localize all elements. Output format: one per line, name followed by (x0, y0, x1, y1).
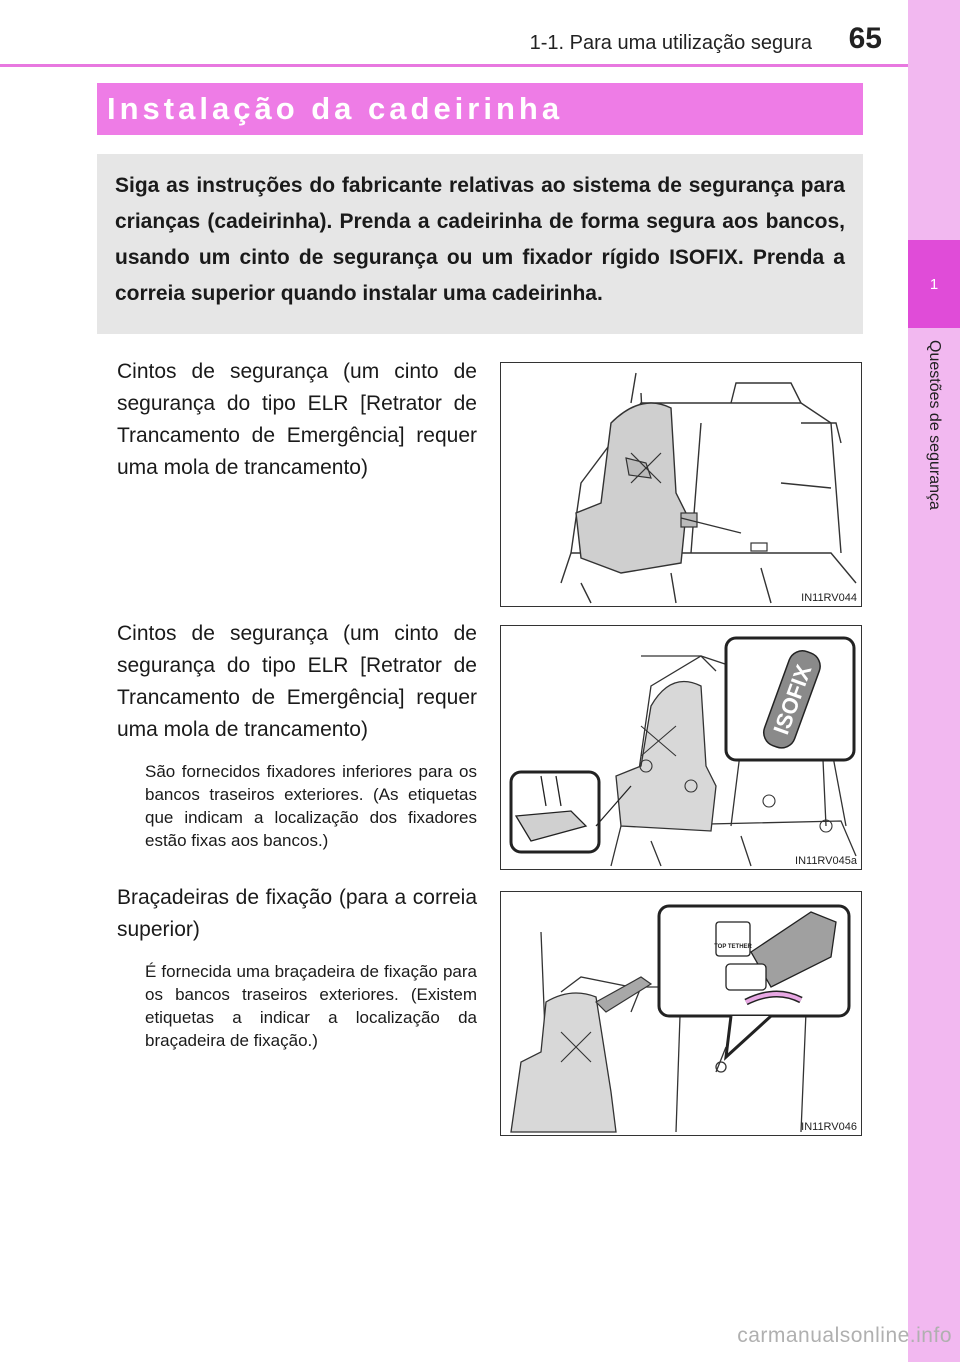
figure-code: IN11RV046 (801, 1121, 857, 1133)
intro-box (97, 154, 863, 334)
isofix-label: ISOFIX (768, 661, 817, 738)
running-head: 1-1. Para uma utilização segura (529, 32, 812, 54)
chapter-tab-number: 1 (908, 240, 960, 328)
chapter-tab (908, 0, 960, 1362)
chapter-tab-label: Questões de segurança (926, 340, 943, 510)
section-title-bar (97, 83, 863, 135)
item-title: Braçadeiras de fixação (para a correia superior) (117, 886, 477, 941)
item-isofix (117, 618, 477, 852)
figure-seat-belt (500, 362, 862, 607)
figure-tether (500, 891, 862, 1136)
section-title: Instalação da cadeirinha (107, 91, 564, 126)
item-tether (117, 882, 477, 1052)
page-number: 65 (848, 22, 882, 55)
header-divider (0, 64, 908, 67)
figure-code: IN11RV045a (795, 855, 857, 867)
tether-illustration (501, 892, 862, 1136)
seat-belt-illustration (501, 363, 862, 607)
intro-text: Siga as instruções do fabricante relativas ao sistema de segurança para crianças (cadeirinha). Prenda a cadeirinha de forma segura aos bancos, usando um cinto de segurança ou um fixador rígido ISOFIX. Prenda a correia superior quando instalar uma cadeirinha. (115, 174, 845, 305)
tether-label: TOP TETHER (714, 944, 752, 950)
item-title: Cintos de segurança (um cinto de segurança do tipo ELR [Retrator de Trancamento de Emergência] requer uma mola de trancamento) (117, 622, 477, 741)
isofix-illustration (501, 626, 862, 870)
figure-isofix (500, 625, 862, 870)
item-seat-belt (117, 356, 477, 484)
figure-code: IN11RV044 (801, 592, 857, 604)
item-description: É fornecida uma braçadeira de fixação para os bancos traseiros exteriores. (Existem etiquetas a indicar a localização da braçadeira de fixação.) (145, 962, 477, 1050)
item-description: São fornecidos fixadores inferiores para os bancos traseiros exteriores. (As etiquetas que indicam a localização dos fixadores estão fixas aos bancos.) (145, 762, 477, 850)
item-title: Cintos de segurança (um cinto de segurança do tipo ELR [Retrator de Trancamento de Emergência] requer uma mola de trancamento) (117, 360, 477, 479)
watermark: carmanualsonline.info (737, 1324, 952, 1347)
